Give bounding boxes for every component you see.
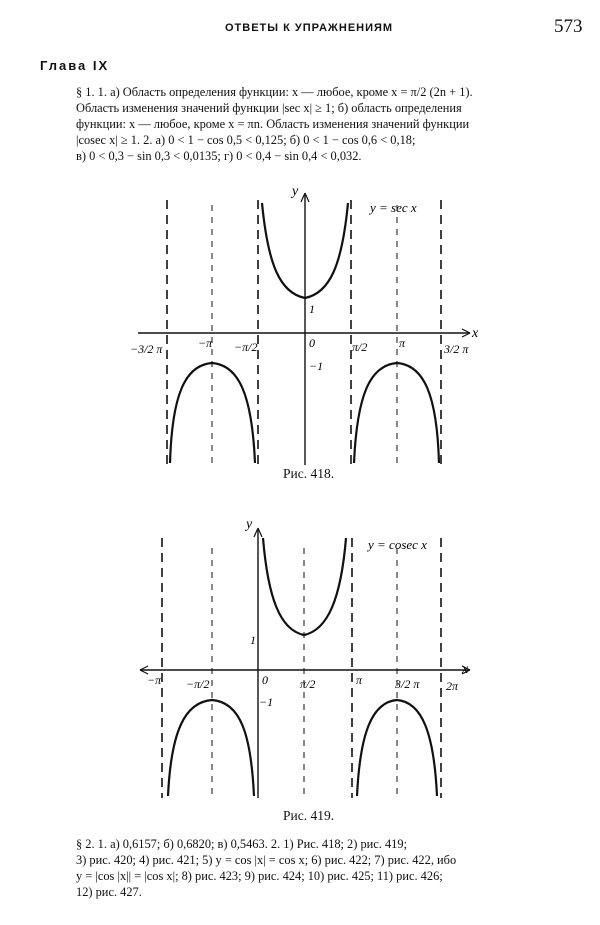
page-number: 573 bbox=[554, 16, 583, 37]
y-tick-label: −1 bbox=[309, 359, 324, 373]
figure-418-graph bbox=[0, 175, 600, 475]
tick-label: 0 bbox=[262, 673, 268, 687]
tick-label: π/2 bbox=[352, 340, 368, 354]
text-line: функции: x — любое, кроме x = πn. Область изменения значений функции bbox=[76, 117, 470, 131]
tick-label: −π bbox=[147, 673, 162, 687]
y-tick-label: 1 bbox=[250, 633, 256, 647]
text-line: 3) рис. 420; 4) рис. 421; 5) y = cos |x| = cos x; 6) рис. 422; 7) рис. 422, ибо bbox=[76, 853, 457, 867]
running-header: ОТВЕТЫ К УПРАЖНЕНИЯМ bbox=[225, 22, 394, 34]
axis-label-y: y bbox=[292, 184, 299, 199]
axis-label-x: x bbox=[462, 662, 469, 677]
tick-label: π bbox=[399, 336, 406, 350]
text-line: § 2. 1. а) 0,6157; б) 0,6820; в) 0,5463. 2. 1) Рис. 418; 2) рис. 419; bbox=[76, 837, 408, 851]
figure-419-graph bbox=[0, 508, 600, 808]
text-line: Область изменения значений функции |sec x| ≥ 1; б) область определения bbox=[76, 101, 462, 115]
function-label: y = cosec x bbox=[368, 537, 427, 552]
tick-label: 0 bbox=[309, 336, 315, 350]
text-line: y = |cos |x|| = |cos x|; 8) рис. 423; 9) рис. 424; 10) рис. 425; 11) рис. 426; bbox=[76, 869, 443, 883]
tick-label: π/2 bbox=[300, 677, 316, 691]
axis-label-y: y bbox=[246, 517, 253, 532]
text-line: 12) рис. 427. bbox=[76, 885, 142, 899]
axis-label-x: x bbox=[472, 326, 479, 341]
tick-label: 3/2 π bbox=[395, 677, 420, 691]
tick-label: 2π bbox=[446, 679, 459, 693]
tick-label: −π/2 bbox=[234, 340, 258, 354]
function-label: y = sec x bbox=[370, 200, 417, 215]
cosec-branch-lower-left bbox=[168, 700, 254, 796]
text-line: в) 0 < 0,3 − sin 0,3 < 0,0135; г) 0 < 0,4 − sin 0,4 < 0,032. bbox=[76, 149, 362, 163]
text-line: |cosec x| ≥ 1. 2. а) 0 < 1 − cos 0,5 < 0,125; б) 0 < 1 − cos 0,6 < 0,18; bbox=[76, 133, 416, 147]
text-line: § 1. 1. а) Область определения функции: x — любое, кроме x = π/2 (2n + 1). bbox=[76, 85, 473, 99]
tick-label: 3/2 π bbox=[444, 342, 469, 356]
tick-label: −π bbox=[198, 336, 213, 350]
figure-418-caption: Рис. 418. bbox=[283, 466, 335, 481]
tick-label: π bbox=[356, 673, 363, 687]
guide-lines bbox=[212, 548, 397, 798]
section-1-answers bbox=[38, 84, 586, 164]
section-2-answers bbox=[38, 836, 584, 900]
asymptotes bbox=[162, 538, 441, 798]
y-tick-label: 1 bbox=[309, 302, 315, 316]
y-tick-label: −1 bbox=[259, 695, 274, 709]
tick-label: −π/2 bbox=[186, 677, 210, 691]
chapter-title: Глава IX bbox=[40, 58, 110, 73]
figure-419-caption: Рис. 419. bbox=[283, 808, 335, 823]
tick-label: −3/2 π bbox=[130, 342, 163, 356]
